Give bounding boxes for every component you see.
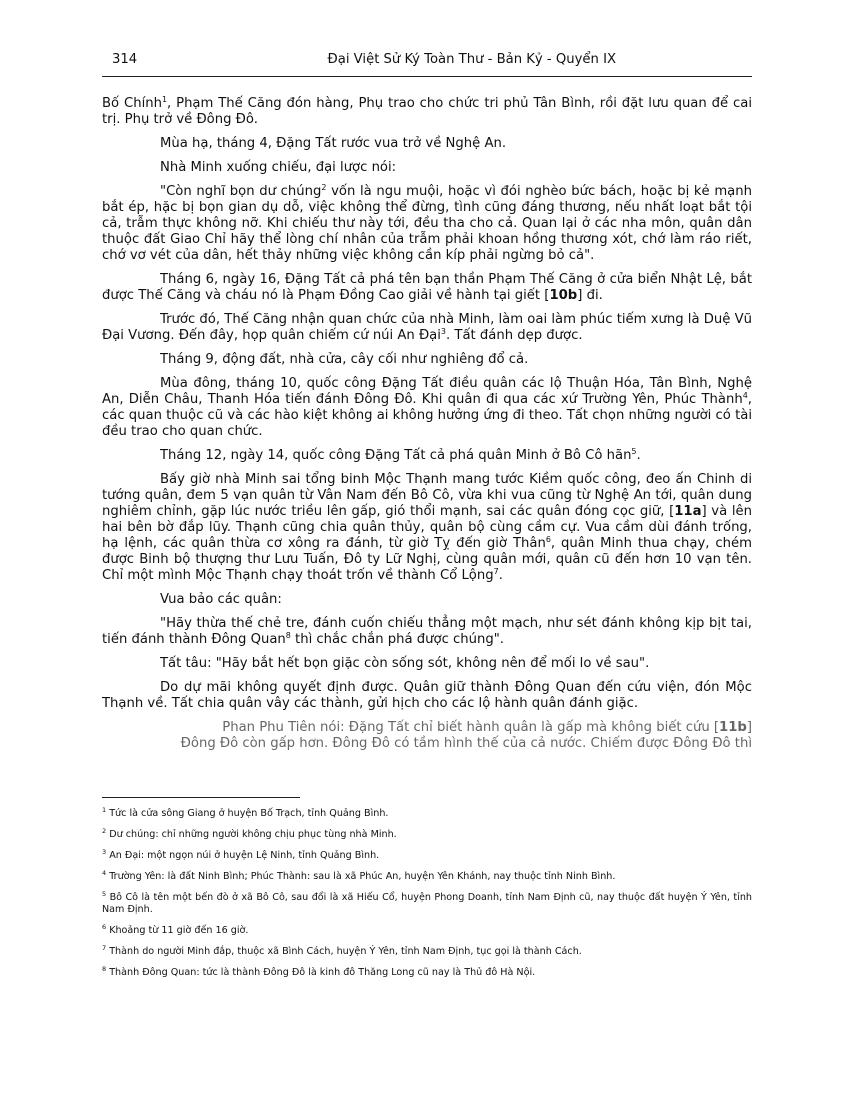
- text-run: thì chắc chắn phá được chúng".: [290, 632, 505, 647]
- text-run: Vua bảo các quân:: [160, 592, 282, 607]
- footnote-text: Khoảng từ 11 giờ đến 16 giờ.: [106, 925, 249, 936]
- footnote-number: 5: [102, 890, 107, 898]
- text-run: vốn là ngu muội, hoặc vì đói nghèo bức bách, hoặc bị kẻ mạnh bắt ép, hặc bị bọn gian dụ dỗ, việc không thể đừng, tình cũng đáng thương, nếu nhất loạt bắt tội cả, trẫm thực không nỡ. Khi chiếu thư này tới, đều tha cho cả. Quan lại ở các nha môn, quân dân thuộc đất Giao Chỉ hãy thể lòng chí nhân của trẫm phải khoan hồng thương xót, chớ làm ráo riết, chớ vơ vét của dân, hết thảy những việc không cần kíp phải ngừng bỏ cả".: [102, 184, 752, 263]
- footnote-number: 7: [102, 944, 107, 952]
- footnote: [102, 925, 752, 937]
- text-run: , các quan thuộc cũ và các hào kiệt không ai không hưởng ứng đi theo. Tất chọn những người có tài đều trao cho quan chức.: [102, 392, 752, 439]
- paragraph: [102, 184, 752, 264]
- footnote-text: Thành Đông Quan: tức là thành Đông Đô là kinh đô Thăng Long cũ nay là Thủ đô Hà Nội.: [106, 967, 536, 978]
- footnote: [102, 892, 752, 916]
- footnote-number: 3: [102, 848, 107, 856]
- footnote-text: Tức là cửa sông Giang ở huyện Bố Trạch, tỉnh Quảng Bình.: [106, 808, 389, 819]
- paragraph: [102, 616, 752, 648]
- page-number: 314: [112, 52, 138, 67]
- footnote-ref: 6: [545, 535, 551, 544]
- page-header: [102, 40, 752, 77]
- text-run: . Tất đánh dẹp được.: [446, 328, 583, 343]
- text-run: ] đi.: [577, 288, 603, 303]
- footnote-ref: 3: [440, 327, 447, 336]
- footnote-text: An Đại: một ngọn núi ở huyện Lệ Ninh, tỉnh Quảng Bình.: [106, 850, 380, 861]
- text-run: Đông Đô còn gấp hơn. Đông Đô có tầm hình thế của cả nước. Chiếm được Đông Đô thì: [180, 736, 752, 751]
- commentary-line-2: [102, 736, 752, 752]
- text-run: Nhà Minh xuống chiếu, đại lược nói:: [160, 160, 397, 175]
- footnote-ref: 5: [631, 447, 637, 456]
- text-run: Tất tâu: "Hãy bắt hết bọn giặc còn sống sót, không nên để mối lo về sau".: [160, 656, 650, 671]
- paragraph: [102, 272, 752, 304]
- text-run: ]: [746, 720, 752, 735]
- footnote-number: 6: [102, 923, 107, 931]
- footnote-ref: 4: [742, 391, 748, 400]
- paragraph: [102, 656, 752, 672]
- folio-marker: 11b: [719, 720, 747, 735]
- text-run: , quân Minh thua chạy, chém được Binh bộ thượng thư Lưu Tuấn, Đô ty Lữ Nghị, cùng quân mới, quân cũ đến hơn 10 vạn tên. Chỉ một mình Mộc Thạnh chạy thoát trốn về thành Cổ Lộng: [102, 536, 752, 583]
- footnote-number: 8: [102, 965, 107, 973]
- footnotes: [102, 808, 752, 988]
- text-run: Bố Chính: [102, 96, 162, 111]
- text-run: ] và lên hai bên bờ đắp lũy. Thạnh cũng chia quân thủy, quân bộ cùng cầm cự. Vua cầm dùi đánh trống, hạ lệnh, các quân thừa cơ xông ra đánh, từ giờ Tỵ đến giờ Thân: [102, 504, 752, 551]
- footnote-text: Bô Cô là tên một bến đò ở xã Bô Cô, sau đổi là xã Hiếu Cổ, huyện Phong Doanh, tỉnh Nam Định cũ, nay thuộc đất huyện Ý Yên, tỉnh Nam Định.: [102, 892, 752, 915]
- running-title: Đại Việt Sử Ký Toàn Thư - Bản Kỷ - Quyển IX: [327, 52, 616, 67]
- footnote: [102, 946, 752, 958]
- footnote-ref: 2: [321, 183, 327, 192]
- text-run: Mùa hạ, tháng 4, Đặng Tất rước vua trở về Nghệ An.: [160, 136, 507, 151]
- text-run: Phan Phu Tiên nói: Đặng Tất chỉ biết hành quân là gấp mà không biết cứu [: [222, 720, 720, 735]
- footnote-number: 4: [102, 869, 107, 877]
- text-run: Bấy giờ nhà Minh sai tổng binh Mộc Thạnh mang tước Kiềm quốc công, đeo ấn Chinh di tướng quân, đem 5 vạn quân từ Vân Nam đến Bô Cô, vừa khi vua cũng từ Nghệ An tới, quân dung nghiêm chỉnh, gặp lúc nước triều lên gấp, gió thổi mạnh, sai các quân đóng cọc giữ, [: [102, 472, 752, 519]
- paragraph: [102, 592, 752, 608]
- main-text: [102, 96, 752, 752]
- footnote-text: Thành do người Minh đắp, thuộc xã Bình Cách, huyện Ý Yên, tỉnh Nam Định, tục gọi là thành Cách.: [106, 946, 582, 957]
- commentary-line-1: [102, 720, 752, 736]
- paragraph: [102, 680, 752, 712]
- folio-marker: 10b: [549, 288, 578, 303]
- text-run: Tháng 9, động đất, nhà cửa, cây cối như nghiêng đổ cả.: [160, 352, 529, 367]
- footnote-ref: 7: [493, 567, 499, 576]
- footnote-number: 2: [102, 827, 107, 835]
- footnote: [102, 808, 752, 820]
- footnote-separator: [102, 797, 300, 798]
- footnote: [102, 967, 752, 979]
- text-run: .: [636, 448, 641, 463]
- paragraph: [102, 136, 752, 152]
- folio-marker: 11a: [674, 504, 702, 519]
- paragraph: [102, 312, 752, 344]
- footnote: [102, 871, 752, 883]
- footnote-text: Trường Yên: là đất Ninh Bình; Phúc Thành: sau là xã Phúc An, huyện Yên Khánh, nay thuộc tỉnh Ninh Bình.: [106, 871, 616, 882]
- text-run: Do dự mãi không quyết định được. Quân giữ thành Đông Quan đến cứu viện, đón Mộc Thạnh về. Tất chia quân vây các thành, gửi hịch cho các lộ hành quân đánh giặc.: [102, 680, 752, 711]
- paragraph-list: [102, 96, 752, 712]
- footnote: [102, 850, 752, 862]
- text-run: "Hãy thừa thế chẻ tre, đánh cuốn chiếu thẳng một mạch, như sét đánh không kịp bịt tai, tiến đánh thành Đông Quan: [102, 616, 752, 647]
- text-run: .: [498, 568, 503, 583]
- footnote-number: 1: [102, 806, 107, 814]
- text-run: Tháng 12, ngày 14, quốc công Đặng Tất cả phá quân Minh ở Bô Cô hãn: [160, 448, 632, 463]
- paragraph: [102, 448, 752, 464]
- footnote-text: Dư chúng: chỉ những người không chịu phục tùng nhà Minh.: [106, 829, 397, 840]
- paragraph: [102, 472, 752, 584]
- footnote: [102, 829, 752, 841]
- text-run: "Còn nghĩ bọn dư chúng: [160, 184, 322, 199]
- text-run: Tháng 6, ngày 16, Đặng Tất cả phá tên bạn thần Phạm Thế Căng ở cửa biển Nhật Lệ, bắt được Thế Căng và cháu nó là Phạm Đồng Cao giải về hành tại giết [: [102, 272, 752, 303]
- paragraph: [102, 160, 752, 176]
- paragraph: [102, 376, 752, 440]
- text-run: Mùa đông, tháng 10, quốc công Đặng Tất điều quân các lộ Thuận Hóa, Tân Bình, Nghệ An, Diễn Châu, Thanh Hóa tiến đánh Đông Đô. Khi quân đi qua các xứ Trường Yên, Phúc Thành: [102, 376, 752, 407]
- footnote-ref: 8: [285, 631, 291, 640]
- text-run: Trước đó, Thế Căng nhận quan chức của nhà Minh, làm oai làm phúc tiếm xưng là Duệ Vũ Đại Vương. Đến đây, họp quân chiếm cứ núi An Đại: [102, 312, 752, 343]
- text-run: , Phạm Thế Căng đón hàng, Phụ trao cho chức tri phủ Tân Bình, rồi đặt lưu quan để cai trị. Phụ trở về Đông Đô.: [102, 96, 752, 127]
- paragraph: [102, 352, 752, 368]
- paragraph: [102, 96, 752, 128]
- footnote-ref: 1: [161, 95, 168, 104]
